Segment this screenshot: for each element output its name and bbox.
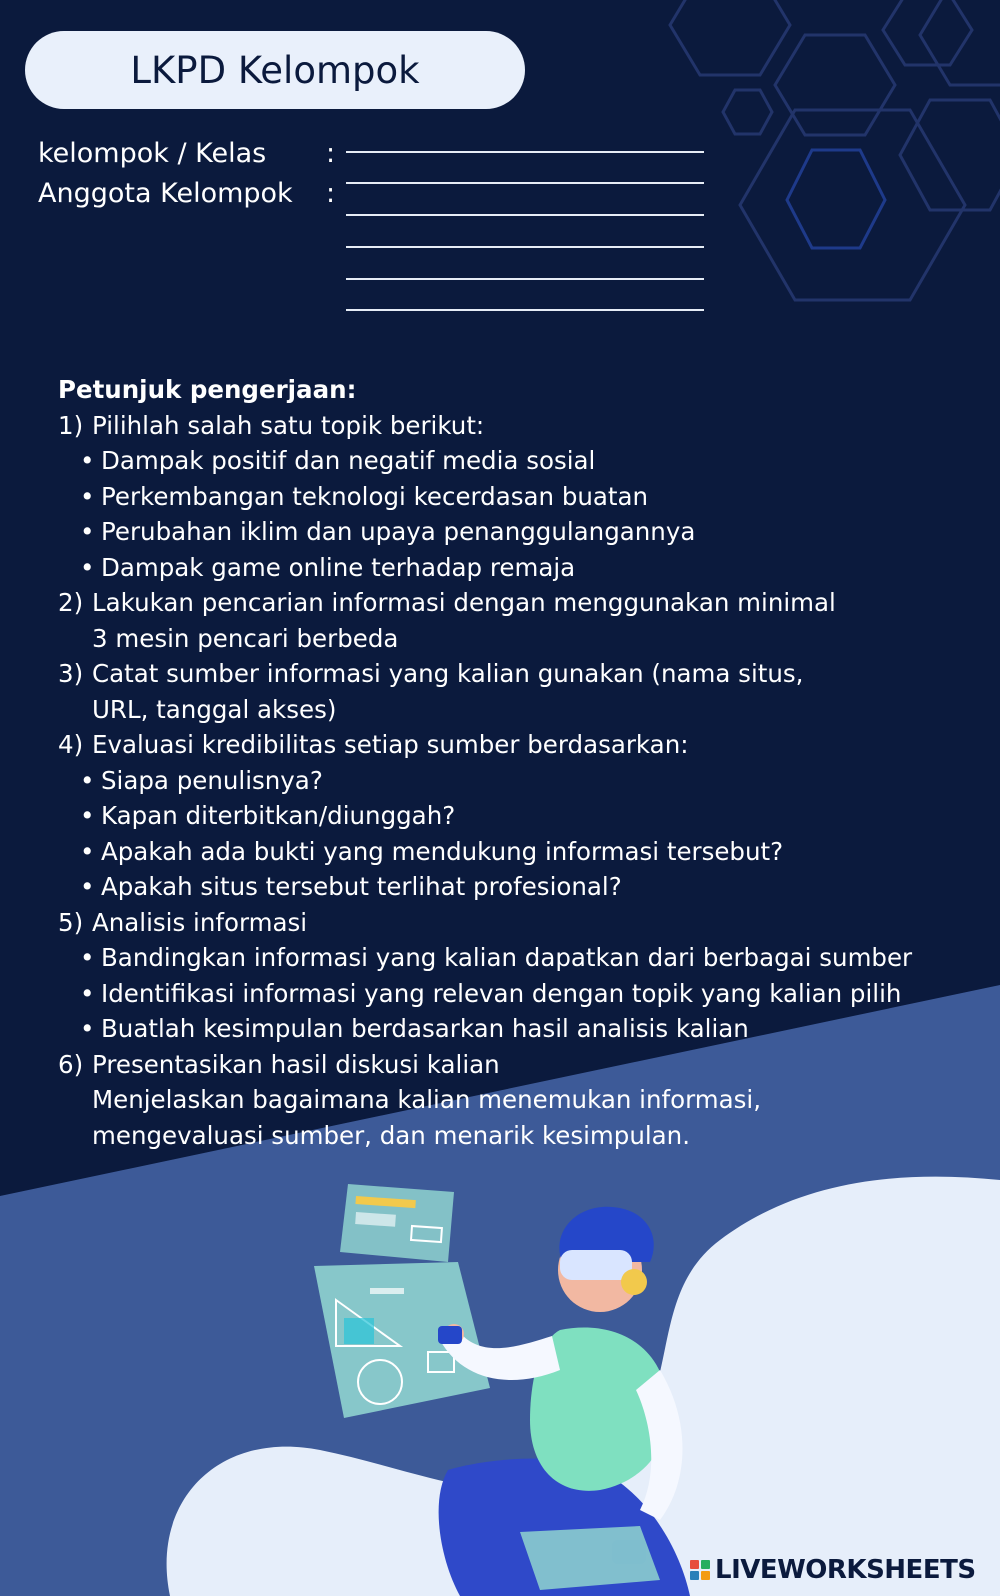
brand-logo-icon [690, 1560, 710, 1580]
instructions-heading: Petunjuk pengerjaan: [58, 375, 357, 404]
floating-screen-top [340, 1184, 454, 1262]
step-number: 6) [58, 1049, 84, 1079]
student-figure [438, 1207, 690, 1596]
step-text: Evaluasi kredibilitas setiap sumber berdasarkan: [92, 730, 689, 759]
step-text: Catat sumber informasi yang kalian gunakan (nama situs, [92, 659, 804, 688]
step-number: 4) [58, 730, 84, 759]
bullet-text: Dampak positif dan negatif media sosial [101, 446, 596, 475]
members-field-label: Anggota Kelompok [38, 178, 293, 209]
bullet-icon: • [80, 446, 95, 475]
bullet-icon: • [80, 765, 95, 795]
step-number: 1) [58, 410, 84, 440]
step-number: 2) [58, 588, 84, 617]
step-text: Presentasikan hasil diskusi kalian [92, 1049, 500, 1079]
step-continuation: mengevaluasi sumber, dan menarik kesimpulan. [92, 1120, 691, 1150]
page-title: LKPD Kelompok [130, 48, 420, 92]
bullet-icon: • [80, 836, 95, 866]
bullet-text: Identifikasi informasi yang relevan dengan topik yang kalian pilih [101, 978, 902, 1008]
bullet-text: Perkembangan teknologi kecerdasan buatan [101, 481, 649, 511]
bullet-text: Apakah ada bukti yang mendukung informasi tersebut? [101, 836, 784, 866]
bullet-icon: • [80, 481, 95, 511]
step-number: 5) [58, 907, 84, 937]
bullet-text: Bandingkan informasi yang kalian dapatkan dari berbagai sumber [101, 943, 913, 972]
step-continuation: 3 mesin pencari berbeda [92, 623, 399, 653]
bullet-text: Buatlah kesimpulan berdasarkan hasil analisis kalian [101, 1014, 749, 1043]
bullet-icon: • [80, 943, 95, 972]
bullet-text: Siapa penulisnya? [101, 765, 323, 795]
step-number: 3) [58, 659, 84, 688]
bullet-icon: • [80, 978, 95, 1008]
bullet-text: Dampak game online terhadap remaja [101, 552, 576, 582]
step-continuation: Menjelaskan bagaimana kalian menemukan informasi, [92, 1085, 762, 1114]
bullet-text: Apakah situs tersebut terlihat profesional? [101, 872, 622, 901]
bullet-icon: • [80, 517, 95, 546]
class-field-label: kelompok / Kelas [38, 138, 267, 169]
step-text: Analisis informasi [92, 907, 308, 937]
step-continuation: URL, tanggal akses) [92, 694, 337, 724]
step-text: Lakukan pencarian informasi dengan menggunakan minimal [92, 588, 836, 617]
brand-logo [690, 1552, 990, 1588]
bullet-text: Kapan diterbitkan/diunggah? [101, 801, 456, 830]
class-field-colon: : [326, 138, 336, 169]
bullet-icon: • [80, 552, 95, 582]
bullet-icon: • [80, 801, 95, 830]
bullet-icon: • [80, 1014, 95, 1043]
members-field-colon: : [326, 178, 336, 209]
step-text: Pilihlah salah satu topik berikut: [92, 410, 485, 440]
bullet-icon: • [80, 872, 95, 901]
brand-name: LIVEWORKSHEETS [715, 1555, 976, 1585]
bullet-text: Perubahan iklim dan upaya penanggulangannya [101, 517, 696, 546]
